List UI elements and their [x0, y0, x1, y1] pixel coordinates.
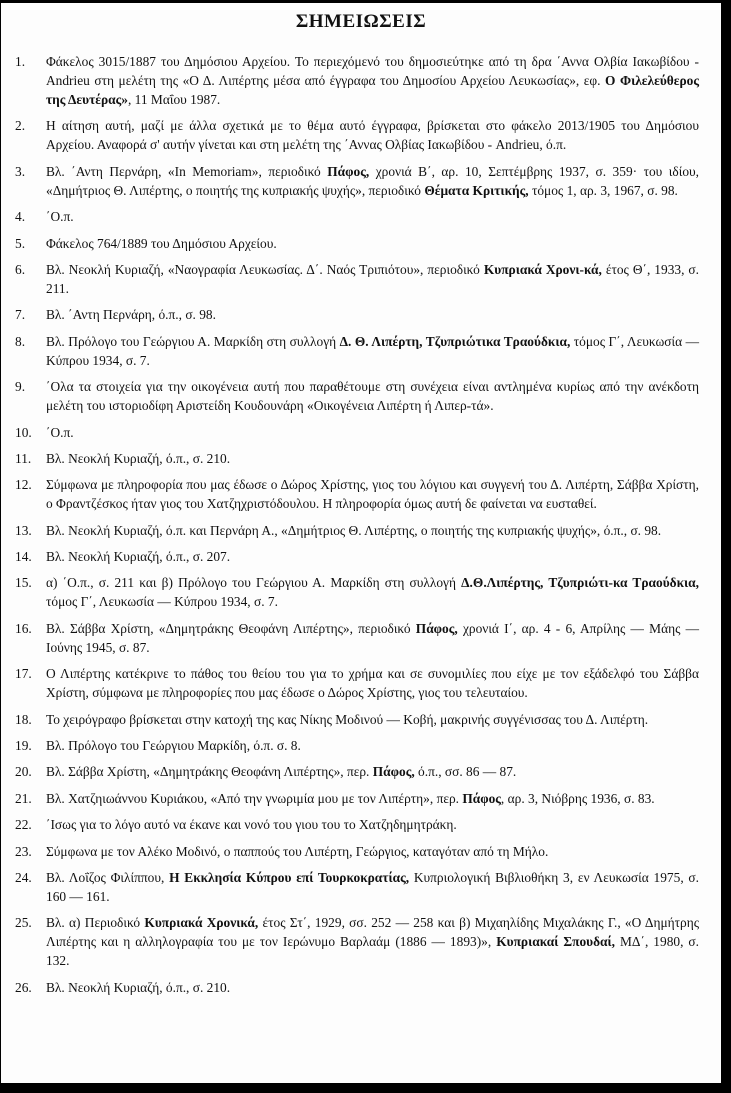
note-number: 5.	[15, 235, 26, 251]
note-text: Βλ. Λοΐζος Φιλίππου,	[46, 869, 170, 885]
note-text: έτος Στ΄, 1929, σσ. 252 — 258 και β) Μιχαηλίδης Μιχαλάκης Γ., «Ο Δημήτρης Λιπέρτης και η αλληλογραφία του με τον Ιερώνυμο Βαρλαάμ (1886 — 1893)»,	[46, 915, 699, 950]
note-item	[1, 423, 721, 442]
note-item	[1, 868, 721, 906]
note-text: Ο Λιπέρτης κατέκρινε το πάθος του θείου του για το χρήμα και σε συνομιλίες που είχε με τον εξάδελφό του Σάββα Χρίστη, σύμφωνα με πληροφορίες που μας έδωσε ο Δώρος Χρίστης, γιος του τελευταίου.	[46, 666, 699, 701]
note-number: 14.	[15, 549, 32, 565]
note-item	[1, 736, 721, 755]
note-number: 4.	[15, 209, 26, 225]
note-number: 19.	[15, 738, 32, 754]
note-number: 20.	[15, 764, 32, 780]
note-bold-title: Πάφος,	[372, 764, 415, 780]
note-number: 25.	[15, 915, 32, 931]
note-item	[1, 619, 721, 657]
note-text: χρονιά Β΄, αρ. 10, Σεπτέμβρης 1937, σ. 359· του ιδίου, «Δημήτριος Θ. Λιπέρτης, ο ποιητής της κυπριακής ψυχής», περιοδικό	[46, 163, 699, 198]
note-text: Βλ. Πρόλογο του Γεώργιου Μαρκίδη, ό.π. σ. 8.	[46, 738, 301, 754]
note-bold-title: Δ.Θ.Λιπέρτης, Τζυπριώτι-κα Τραούδκια,	[461, 575, 699, 591]
note-item	[1, 815, 721, 834]
note-text: , αρ. 3, Νιόβρης 1936, σ. 83.	[500, 790, 655, 806]
note-text: Βλ. ΄Αντη Περνάρη, «In Memoriam», περιοδικό	[46, 163, 328, 179]
note-number: 17.	[15, 666, 32, 682]
note-bold-title: Πάφος,	[415, 620, 458, 636]
note-bold-title: Κυπριακαί Σπουδαί,	[496, 934, 616, 950]
note-text: Βλ. ΄Αντη Περνάρη, ό.π., σ. 98.	[46, 307, 216, 323]
note-item	[1, 521, 721, 540]
note-text: τόμος Γ΄, Λευκωσία — Κύπρου 1934, σ. 7.	[46, 333, 699, 368]
note-text: τόμος Γ΄, Λευκωσία — Κύπρου 1934, σ. 7.	[46, 594, 278, 610]
note-text: Σύμφωνα με τον Αλέκο Μοδινό, ο παππούς του Λιπέρτη, Γεώργιος, καταγόταν από τη Μήλο.	[46, 843, 549, 859]
note-text: , 11 Μαΐου 1987.	[127, 92, 221, 107]
note-text: Βλ. α) Περιοδικό	[46, 915, 145, 931]
note-text: ΄Ισως για το λόγο αυτό να έκανε και νονό του γιου του το Χατζηδημητράκη.	[46, 817, 457, 833]
note-item	[1, 162, 721, 200]
note-text: Βλ. Νεοκλή Κυριαζή, ό.π., σ. 207.	[46, 549, 231, 565]
note-text: χρονιά Ι΄, αρ. 4 - 6, Απρίλης — Μάης — Ιούνης 1945, σ. 87.	[46, 620, 699, 655]
note-number: 2.	[15, 118, 26, 134]
page-title: ΣΗΜΕΙΩΣΕΙΣ	[295, 11, 427, 32]
note-number: 26.	[15, 979, 32, 995]
note-number: 18.	[15, 711, 32, 727]
note-number: 1.	[15, 54, 26, 69]
note-text: ΄Ο.π.	[46, 209, 74, 225]
note-item	[1, 573, 721, 611]
note-text: Βλ. Νεοκλή Κυριαζή, ό.π., σ. 210.	[46, 979, 231, 995]
notes-list	[1, 52, 721, 1004]
note-text: Βλ. Σάββα Χρίστη, «Δημητράκης Θεοφάνη Λιπέρτης», περ.	[46, 764, 373, 780]
note-text: Βλ. Νεοκλή Κυριαζή, «Ναογραφία Λευκωσίας. Δ΄. Ναός Τριπιότου», περιοδικό	[46, 261, 484, 277]
note-item	[1, 52, 721, 109]
note-text: τόμος 1, αρ. 3, 1967, σ. 98.	[528, 182, 678, 198]
note-item	[1, 789, 721, 808]
note-text: Φάκελος 3015/1887 του Δημόσιου Αρχείου. Το περιεχόμενό του δημοσιεύτηκε από τη δρα ΄Αννα Ολβία Ιακωβίδου - Andrieu στη μελέτη της «Ο Δ. Λιπέρτης μέσα από έγγραφα του Δημοσίου Αρχείου Λευκωσίας», εφ.	[46, 54, 699, 88]
note-number: 11.	[15, 450, 32, 466]
note-item	[1, 913, 721, 970]
note-item	[1, 116, 721, 154]
note-item	[1, 978, 721, 997]
note-text: Βλ. Νεοκλή Κυριαζή, ό.π., σ. 210.	[46, 450, 231, 466]
note-number: 16.	[15, 620, 32, 636]
note-item	[1, 260, 721, 298]
scanned-page	[1, 3, 721, 1083]
note-text: Βλ. Νεοκλή Κυριαζή, ό.π. και Περνάρη Α., «Δημήτριος Θ. Λιπέρτης, ο ποιητής της κυπριακής ψυχής», ό.π., σ. 98.	[46, 522, 662, 538]
note-number: 9.	[15, 379, 26, 395]
note-bold-title: Κυπριακά Χρονι-κά,	[483, 261, 602, 277]
note-number: 24.	[15, 869, 32, 885]
note-number: 22.	[15, 817, 32, 833]
note-item	[1, 377, 721, 415]
note-text: Βλ. Πρόλογο του Γεώργιου Α. Μαρκίδη στη συλλογή	[46, 333, 340, 349]
note-text: α) ΄Ο.π., σ. 211 και β) Πρόλογο του Γεώργιου Α. Μαρκίδη στη συλλογή	[46, 575, 462, 591]
note-text: ΄Ο.π.	[46, 424, 74, 440]
note-text: ΜΔ΄, 1980, σ. 132.	[46, 934, 699, 969]
note-text: Το χειρόγραφο βρίσκεται στην κατοχή της κας Νίκης Μοδινού — Κοβή, μακρινής συγγένισσας του Δ. Λιπέρτη.	[46, 711, 649, 727]
note-text: Βλ. Σάββα Χρίστη, «Δημητράκης Θεοφάνη Λιπέρτης», περιοδικό	[46, 620, 416, 636]
note-text: Σύμφωνα με πληροφορία που μας έδωσε ο Δώρος Χρίστης, γιος του λόγιου και συγγενή του Δ. Λιπέρτη, Σάββα Χρίστη, ο Φραντζέσκος ήταν γιος του Χατζηχριστόδουλου. Η πληροφορία όμως αυτή δε φαίνεται να ευσταθεί.	[46, 477, 699, 512]
note-text: έτος Θ΄, 1933, σ. 211.	[46, 261, 699, 296]
note-number: 10.	[15, 424, 32, 440]
note-item	[1, 207, 721, 226]
note-number: 21.	[15, 790, 32, 806]
note-number: 13.	[15, 522, 32, 538]
note-item	[1, 842, 721, 861]
note-text: Φάκελος 764/1889 του Δημόσιου Αρχείου.	[46, 235, 277, 251]
note-bold-title: Θέματα Κριτικής,	[424, 182, 529, 198]
note-number: 6.	[15, 261, 26, 277]
note-number: 12.	[15, 477, 32, 493]
note-item	[1, 234, 721, 253]
note-bold-title: Η Εκκλησία Κύπρου επί Τουρκοκρατίας,	[169, 869, 410, 885]
note-number: 23.	[15, 843, 32, 859]
note-text: ό.π., σσ. 86 — 87.	[414, 764, 517, 780]
note-bold-title: Ο Φιλελεύθερος της Δευτέρας»	[46, 73, 699, 107]
note-item	[1, 762, 721, 781]
note-number: 8.	[15, 333, 26, 349]
note-text: Βλ. Χατζηιωάννου Κυριάκου, «Από την γνωριμία μου με τον Λιπέρτη», περ.	[46, 790, 463, 806]
note-item	[1, 305, 721, 324]
note-number: 3.	[15, 163, 26, 179]
note-item	[1, 475, 721, 513]
note-text: ΄Ολα τα στοιχεία για την οικογένεια αυτή που παραθέτουμε στη συνέχεια είναι αντλημένα κυρίως από την ανέκδοτη μελέτη του ιστοριοδίφη Αριστείδη Κουδουνάρη «Οικογένεια Λιπέρτη ή Λιπερ-τά».	[46, 379, 699, 414]
note-item	[1, 547, 721, 566]
note-text: Κυπριολογική Βιβλιοθήκη 3, εν Λευκωσία 1975, σ. 160 — 161.	[46, 869, 700, 904]
note-bold-title: Κυπριακά Χρονικά,	[144, 915, 259, 931]
note-number: 15.	[15, 575, 32, 591]
note-number: 7.	[15, 307, 26, 323]
note-item	[1, 449, 721, 468]
note-item	[1, 664, 721, 702]
note-bold-title: Πάφος,	[327, 163, 370, 179]
note-bold-title: Πάφος	[462, 790, 501, 806]
note-bold-title: Δ. Θ. Λιπέρτη, Τζυπριώτικα Τραούδκια,	[339, 333, 571, 349]
note-text: Η αίτηση αυτή, μαζί με άλλα σχετικά με το θέμα αυτό έγγραφα, βρίσκεται στο φάκελο 2013/1905 του Δημόσιου Αρχείου. Αναφορά σ' αυτήν γίνεται και στη μελέτη της ΄Αννας Ολβίας Ιακωβίδου - Andrieu, ό.π.	[46, 118, 699, 153]
note-item	[1, 332, 721, 370]
note-item	[1, 710, 721, 729]
